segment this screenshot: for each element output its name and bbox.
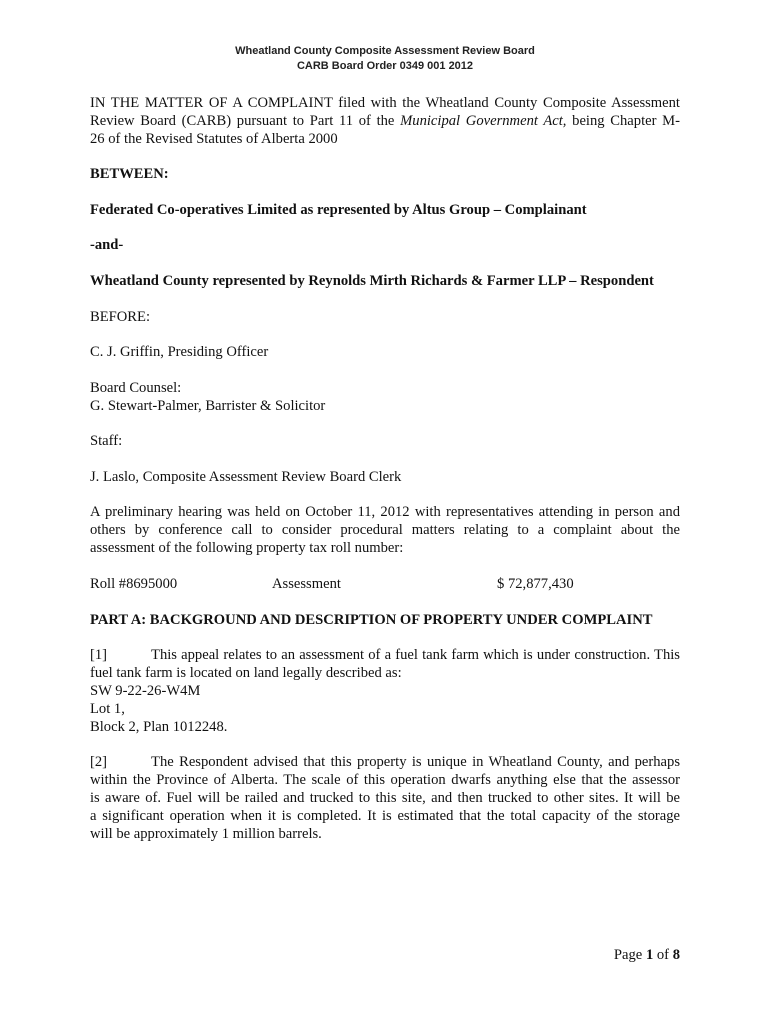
act-title: Municipal Government Act, xyxy=(400,113,567,129)
matter-paragraph xyxy=(90,94,680,148)
legal-description-2: Lot 1, xyxy=(90,701,125,717)
preliminary-paragraph xyxy=(90,503,680,557)
para2-number: [2] xyxy=(90,754,108,770)
matter-line-2: Review Board (CARB) pursuant to Part 11 of the Municipal Government Act, being Chapter M- xyxy=(90,113,680,129)
roll-assessment-label: Assessment xyxy=(272,576,341,592)
header-title: Wheatland County Composite Assessment Review Board xyxy=(235,45,535,57)
preliminary-line-1: A preliminary hearing was held on October 11, 2012 with representatives attending in person and xyxy=(90,504,680,520)
staff-name: J. Laslo, Composite Assessment Review Board Clerk xyxy=(90,469,402,485)
current-page: 1 xyxy=(645,947,654,963)
respondent-line: Wheatland County represented by Reynolds Mirth Richards & Farmer LLP – Respondent xyxy=(90,273,654,289)
preliminary-line-2: others by conference call to consider procedural matters relating to a complaint about the xyxy=(90,522,680,538)
para1-line-1: [1] This appeal relates to an assessment of a fuel tank farm which is under construction. This xyxy=(90,647,680,663)
matter-line-1: IN THE MATTER OF A COMPLAINT filed with the Wheatland County Composite Assessment xyxy=(90,95,680,111)
para2-line-3: is aware of. Fuel will be railed and trucked to this site, and then trucked to other sites. It will be xyxy=(90,790,680,806)
page-number: Page 1 of 8 xyxy=(613,947,680,963)
roll-number: Roll #8695000 xyxy=(90,576,178,592)
header-order-number: CARB Board Order 0349 001 2012 xyxy=(296,60,474,72)
paragraph-2 xyxy=(90,753,680,843)
para1-line-2: fuel tank farm is located on land legally described as: xyxy=(90,665,402,681)
para2-line-4: a significant operation when it is completed. It is estimated that the total capacity of the storage xyxy=(90,808,680,824)
complainant-line: Federated Co-operatives Limited as represented by Altus Group – Complainant xyxy=(90,202,587,218)
legal-description-3: Block 2, Plan 1012248. xyxy=(90,719,228,735)
and-separator: -and- xyxy=(90,237,124,253)
para2-line-1: [2] The Respondent advised that this property is unique in Wheatland County, and perhaps xyxy=(90,754,680,770)
legal-description-1: SW 9-22-26-W4M xyxy=(90,683,201,699)
board-counsel-name: G. Stewart-Palmer, Barrister & Solicitor xyxy=(90,398,326,414)
board-counsel-label: Board Counsel: xyxy=(90,380,182,396)
para1-number: [1] xyxy=(90,647,108,663)
between-heading: BETWEEN: xyxy=(90,166,169,182)
para2-line-2: within the Province of Alberta. The scale of this operation dwarfs anything else that the assessor xyxy=(90,772,680,788)
paragraph-1 xyxy=(90,646,680,736)
staff-label: Staff: xyxy=(90,433,123,449)
para2-line-5: will be approximately 1 million barrels. xyxy=(90,826,322,842)
part-a-heading: PART A: BACKGROUND AND DESCRIPTION OF PROPERTY UNDER COMPLAINT xyxy=(90,612,653,628)
total-pages: 8 xyxy=(672,947,680,963)
before-heading: BEFORE: xyxy=(90,309,151,325)
preliminary-line-3: assessment of the following property tax roll number: xyxy=(90,540,404,556)
roll-assessment-amount: $ 72,877,430 xyxy=(497,576,574,592)
matter-line-3: 26 of the Revised Statutes of Alberta 2000 xyxy=(90,131,338,147)
roll-row xyxy=(90,575,680,593)
presiding-officer: C. J. Griffin, Presiding Officer xyxy=(90,344,269,360)
